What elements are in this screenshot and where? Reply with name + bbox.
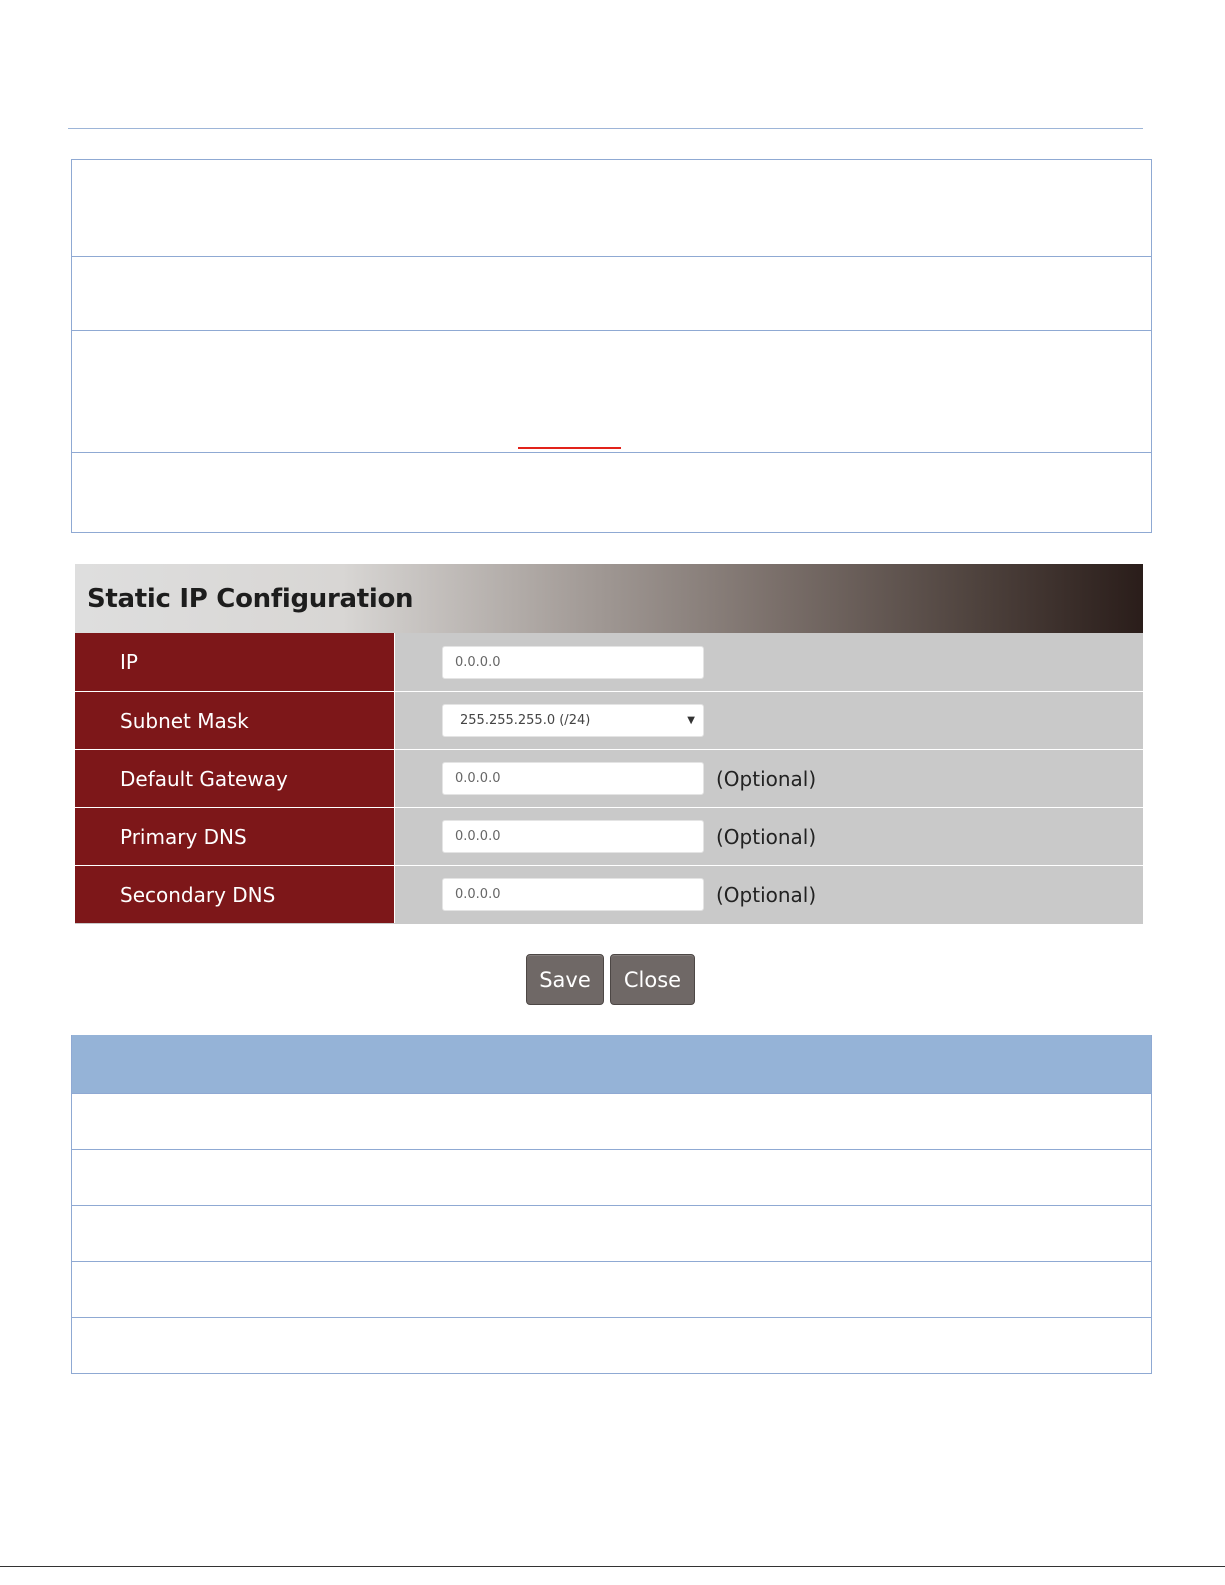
- static-ip-panel: [75, 564, 1143, 924]
- panel-header: [75, 564, 1143, 633]
- secondary-dns-input[interactable]: [442, 878, 704, 911]
- table-row: [72, 1093, 1151, 1149]
- document-table-bottom: [71, 1035, 1152, 1374]
- dialog-buttons: [526, 954, 695, 1005]
- default-gateway-input[interactable]: [442, 762, 704, 795]
- doc-table-row: [72, 160, 1151, 257]
- form-row-default-gateway: [75, 749, 1143, 807]
- save-button[interactable]: Save: [526, 954, 604, 1005]
- ip-field-cell: [395, 633, 1143, 691]
- hyperlink-underline: [518, 447, 621, 449]
- doc-table-row: [72, 453, 1151, 532]
- table-row: [72, 1317, 1151, 1373]
- header-rule: [68, 128, 1143, 129]
- secondary-dns-label: Secondary DNS: [75, 866, 395, 923]
- primary-dns-input[interactable]: [442, 820, 704, 853]
- ip-label: IP: [75, 633, 395, 691]
- optional-note: (Optional): [716, 824, 817, 849]
- form-row-secondary-dns: [75, 865, 1143, 923]
- default-gateway-label: Default Gateway: [75, 750, 395, 807]
- optional-note: (Optional): [716, 766, 817, 791]
- doc-table-row: [72, 257, 1151, 331]
- table-row: [72, 1261, 1151, 1317]
- default-gateway-field-cell: [395, 750, 1143, 807]
- primary-dns-field-cell: [395, 808, 1143, 865]
- form-row-primary-dns: [75, 807, 1143, 865]
- table-row: [72, 1205, 1151, 1261]
- panel-title: Static IP Configuration: [87, 583, 414, 614]
- subnet-mask-label: Subnet Mask: [75, 692, 395, 749]
- primary-dns-label: Primary DNS: [75, 808, 395, 865]
- subnet-mask-value: 255.255.255.0 (/24): [460, 713, 591, 728]
- form-row-subnet-mask: [75, 691, 1143, 749]
- chevron-down-icon: ▼: [687, 715, 695, 726]
- doc-table-row: [72, 331, 1151, 453]
- close-button[interactable]: Close: [610, 954, 695, 1005]
- ip-input[interactable]: [442, 646, 704, 679]
- table-row: [72, 1149, 1151, 1205]
- optional-note: (Optional): [716, 882, 817, 907]
- table-header-row: [72, 1035, 1151, 1093]
- subnet-mask-select[interactable]: [442, 704, 704, 737]
- form-row-ip: [75, 633, 1143, 691]
- subnet-mask-field-cell: [395, 692, 1143, 749]
- document-table-top: [71, 159, 1152, 533]
- footer-rule: [0, 1566, 1225, 1567]
- secondary-dns-field-cell: [395, 866, 1143, 923]
